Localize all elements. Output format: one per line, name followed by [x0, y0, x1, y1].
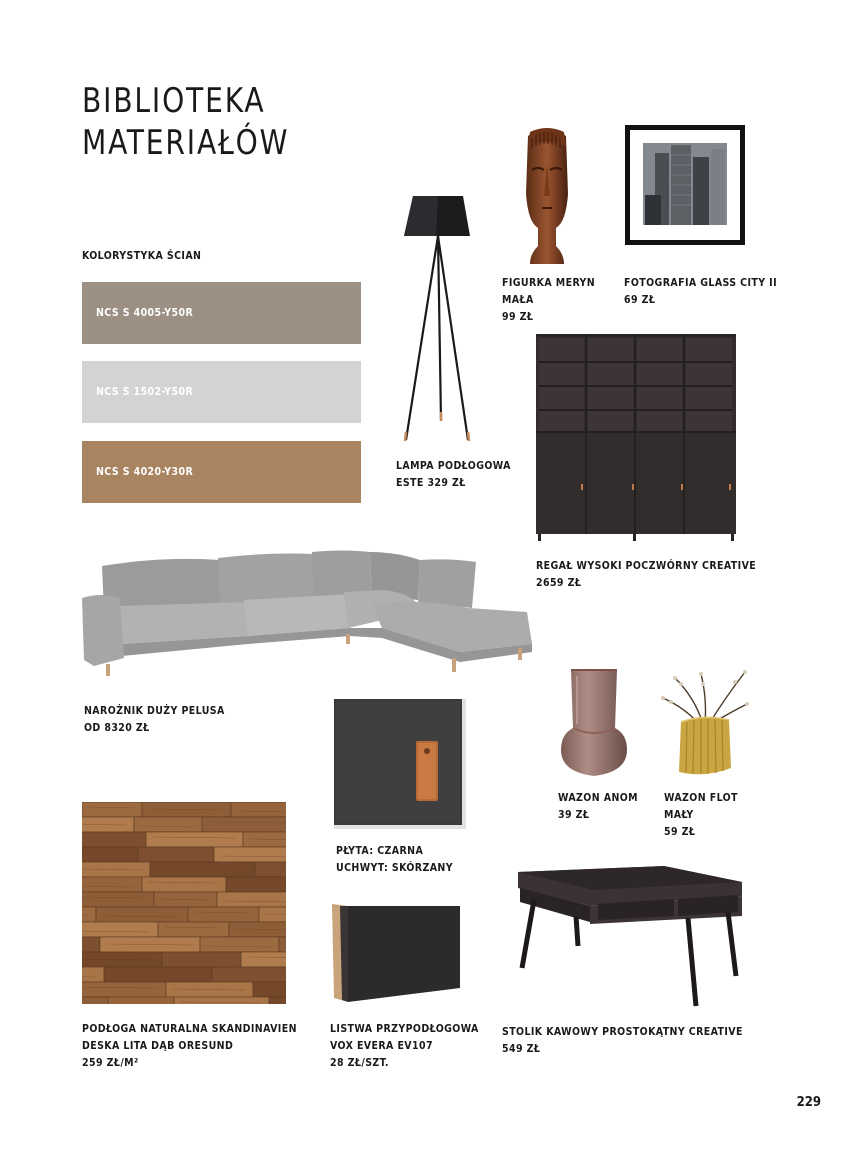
vase-icon [557, 668, 631, 780]
corner-sofa-icon [82, 548, 537, 680]
wood-floor-icon [82, 802, 286, 1004]
figurine-caption: FIGURKA MERYN MAŁA 99 ZŁ [502, 277, 596, 323]
page-number: 229 [796, 1095, 821, 1110]
skirting-board-icon [330, 902, 462, 1002]
color-swatch: NCS S 4005-Y50R [82, 282, 361, 344]
vase-flot-caption: WAZON FLOT MAŁY 59 ZŁ [664, 792, 738, 838]
bookcase-icon [536, 334, 738, 542]
framed-photo-icon [625, 125, 745, 245]
table-caption: STOLIK KAWOWY PROSTOKĄTNY CREATIVE 549 ZŁ [502, 1026, 743, 1055]
coffee-table-icon [514, 866, 744, 1012]
skirting-caption: LISTWA PRZYPODŁOGOWA VOX EVERA EV107 28 ZŁ/SZT. [330, 1023, 479, 1069]
vase-anom-caption: WAZON ANOM 39 ZŁ [558, 792, 638, 821]
color-swatch: NCS S 4020-Y30R [82, 441, 361, 503]
sofa-caption: NAROŻNIK DUŻY PELUSA OD 8320 ZŁ [84, 705, 225, 734]
vase-with-branches-icon [655, 668, 751, 778]
lamp-caption: LAMPA PODŁOGOWA ESTE 329 ZŁ [396, 460, 511, 489]
floor-lamp-icon [398, 192, 478, 447]
board-sample-icon [334, 699, 466, 831]
photo-caption: FOTOGRAFIA GLASS CITY II 69 ZŁ [624, 277, 778, 306]
bookcase-caption: REGAŁ WYSOKI POCZWÓRNY CREATIVE 2659 ZŁ [536, 560, 757, 589]
board-caption: PŁYTA: CZARNA UCHWYT: SKÓRZANY [336, 845, 453, 874]
color-swatch: NCS S 1502-Y50R [82, 361, 361, 423]
floor-caption: PODŁOGA NATURALNA SKANDINAVIEN DESKA LITA DĄB ORESUND 259 ZŁ/M² [82, 1023, 297, 1069]
figurine-icon [520, 124, 574, 266]
page-title: BIBLIOTEKA MATERIAŁÓW [82, 81, 290, 163]
wall-colors-heading: KOLORYSTYKA ŚCIAN [82, 250, 202, 262]
